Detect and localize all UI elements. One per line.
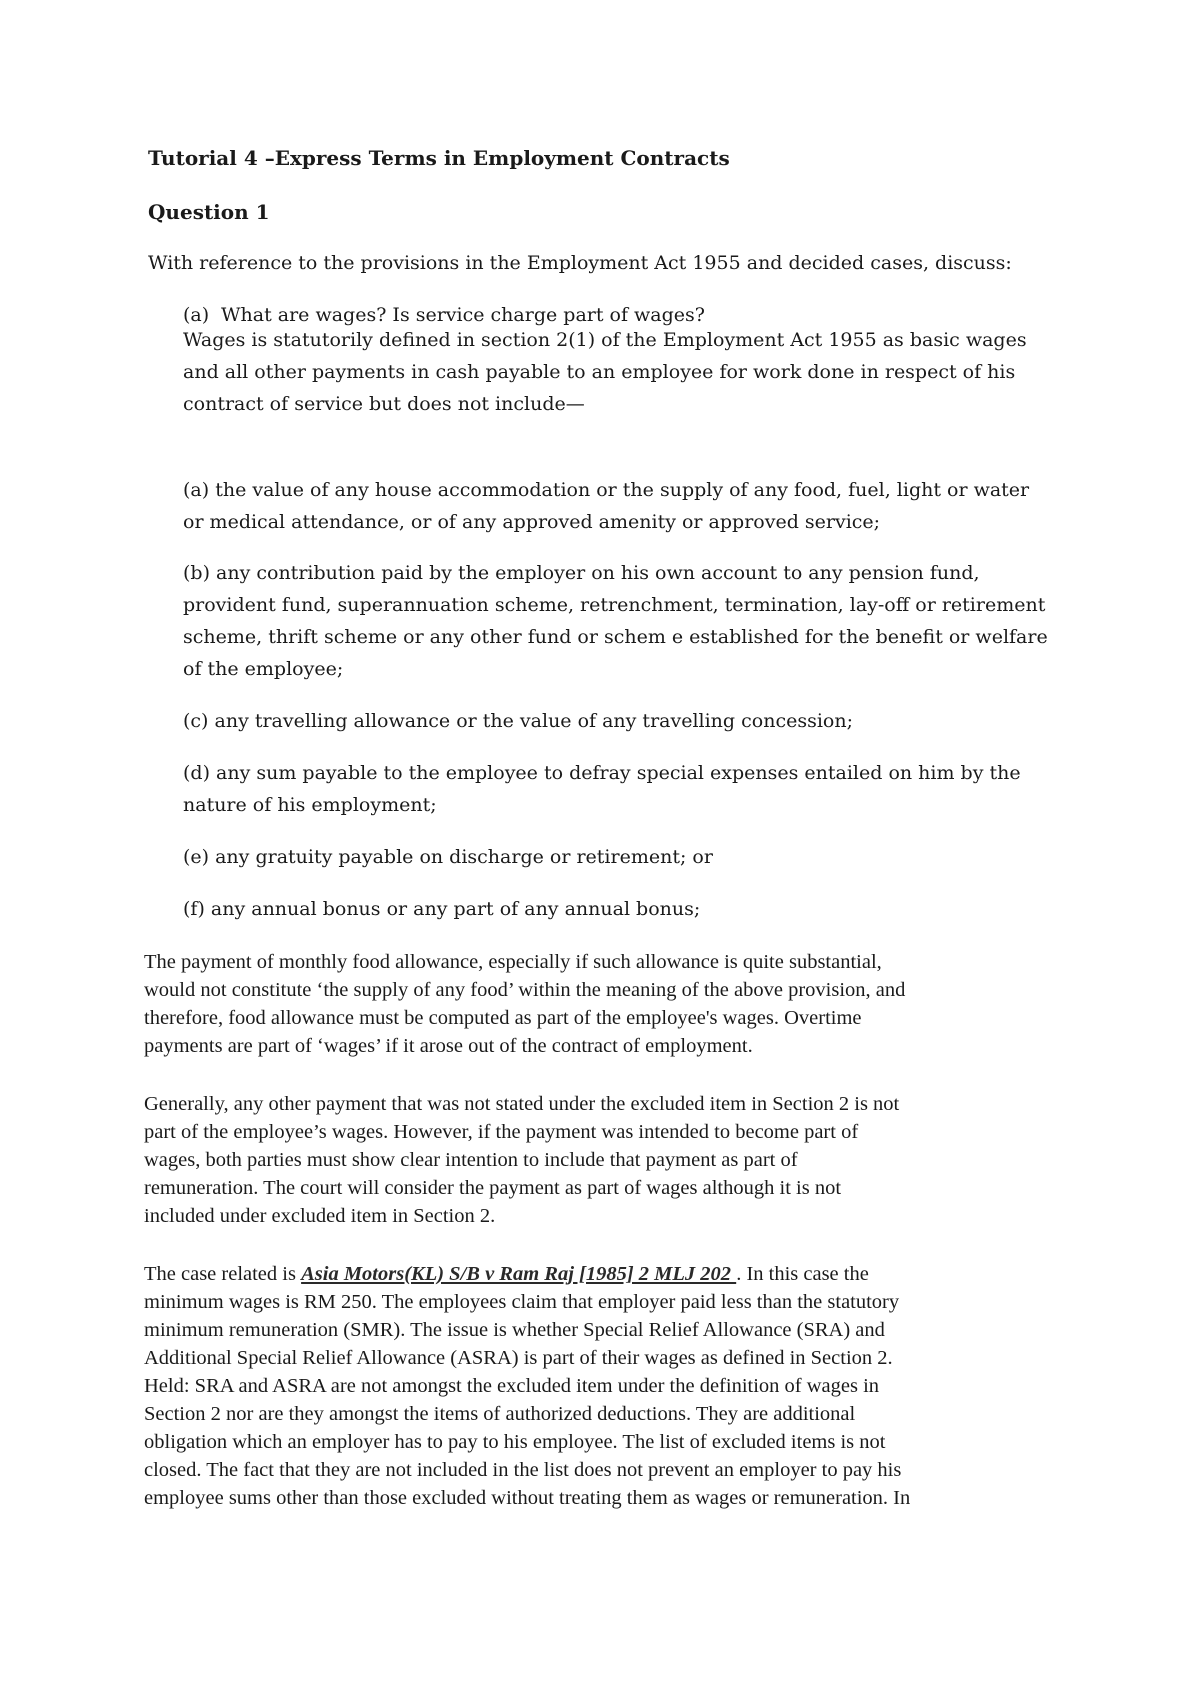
exclusion-line: (e) any gratuity payable on discharge or retirement; or [183, 846, 713, 868]
case-citation-link[interactable]: Asia Motors(KL) S/B v Ram Raj [1985] 2 MLJ 202 [301, 1263, 737, 1285]
exclusion-line: (b) any contribution paid by the employer on his own account to any pension fund, [183, 562, 980, 584]
exclusion-item-c [183, 705, 1073, 737]
paragraph-line: remuneration. The court will consider the payment as part of wages although it is not [144, 1177, 842, 1199]
definition-line: contract of service but does not include— [183, 393, 585, 415]
paragraph-line: Generally, any other payment that was not stated under the excluded item in Section 2 is not [144, 1093, 900, 1115]
paragraph-line: included under excluded item in Section 2. [144, 1205, 496, 1227]
paragraph-line [144, 1260, 1074, 1288]
exclusion-item-a [183, 474, 1073, 538]
definition-line: and all other payments in cash payable to an employee for work done in respect of his [183, 361, 1016, 383]
exclusion-line: or medical attendance, or of any approved amenity or approved service; [183, 511, 881, 533]
paragraph-line: The payment of monthly food allowance, especially if such allowance is quite substantial, [144, 951, 882, 973]
paragraph-line: obligation which an employer has to pay to his employee. The list of excluded items is not [144, 1431, 886, 1453]
paragraph-line: therefore, food allowance must be computed as part of the employee's wages. Overtime [144, 1007, 862, 1029]
exclusion-item-d [183, 757, 1073, 821]
sub-question [183, 304, 705, 326]
paragraph-line: part of the employee’s wages. However, if the payment was intended to become part of [144, 1121, 859, 1143]
exclusion-line: (c) any travelling allowance or the value of any travelling concession; [183, 710, 853, 732]
document-title: Tutorial 4 –Express Terms in Employment Contracts [148, 146, 730, 170]
wages-definition [183, 324, 1073, 420]
case-lead-tail: . In this case the [736, 1263, 869, 1285]
exclusion-item-e [183, 841, 1073, 873]
paragraph-line: minimum wages is RM 250. The employees claim that employer paid less than the statutory [144, 1291, 900, 1313]
exclusion-line: (f) any annual bonus or any part of any annual bonus; [183, 898, 701, 920]
question-heading: Question 1 [148, 200, 270, 224]
exclusion-line: provident fund, superannuation scheme, retrenchment, termination, lay-off or retirement [183, 594, 1046, 616]
exclusion-line: of the employee; [183, 658, 344, 680]
paragraph-case [144, 1260, 1074, 1512]
paragraph-line: closed. The fact that they are not included in the list does not prevent an employer to pay his [144, 1459, 902, 1481]
sub-question-label: (a) [183, 304, 210, 326]
paragraph-line: employee sums other than those excluded without treating them as wages or remuneration. In [144, 1487, 911, 1509]
exclusion-line: scheme, thrift scheme or any other fund or schem e established for the benefit or welfare [183, 626, 1048, 648]
paragraph-food-allowance [144, 948, 1074, 1060]
paragraph-line: Additional Special Relief Allowance (ASRA) is part of their wages as defined in Section 2. [144, 1347, 893, 1369]
sub-question-text: What are wages? Is service charge part of wages? [221, 304, 705, 326]
case-lead-text: The case related is [144, 1263, 302, 1285]
question-intro: With reference to the provisions in the Employment Act 1955 and decided cases, discuss: [148, 252, 1012, 274]
paragraph-general [144, 1090, 1074, 1230]
paragraph-line: wages, both parties must show clear intention to include that payment as part of [144, 1149, 798, 1171]
definition-line: Wages is statutorily defined in section 2(1) of the Employment Act 1955 as basic wages [183, 329, 1027, 351]
paragraph-line: Section 2 nor are they amongst the items of authorized deductions. They are additional [144, 1403, 856, 1425]
paragraph-line: would not constitute ‘the supply of any food’ within the meaning of the above provision, and [144, 979, 906, 1001]
exclusion-item-b [183, 557, 1073, 685]
paragraph-line: Held: SRA and ASRA are not amongst the excluded item under the definition of wages in [144, 1375, 880, 1397]
paragraph-line: payments are part of ‘wages’ if it arose out of the contract of employment. [144, 1035, 753, 1057]
exclusion-line: nature of his employment; [183, 794, 437, 816]
exclusion-line: (d) any sum payable to the employee to defray special expenses entailed on him by the [183, 762, 1021, 784]
paragraph-line: minimum remuneration (SMR). The issue is whether Special Relief Allowance (SRA) and [144, 1319, 885, 1341]
exclusion-line: (a) the value of any house accommodation or the supply of any food, fuel, light or water [183, 479, 1030, 501]
exclusion-item-f [183, 893, 1073, 925]
